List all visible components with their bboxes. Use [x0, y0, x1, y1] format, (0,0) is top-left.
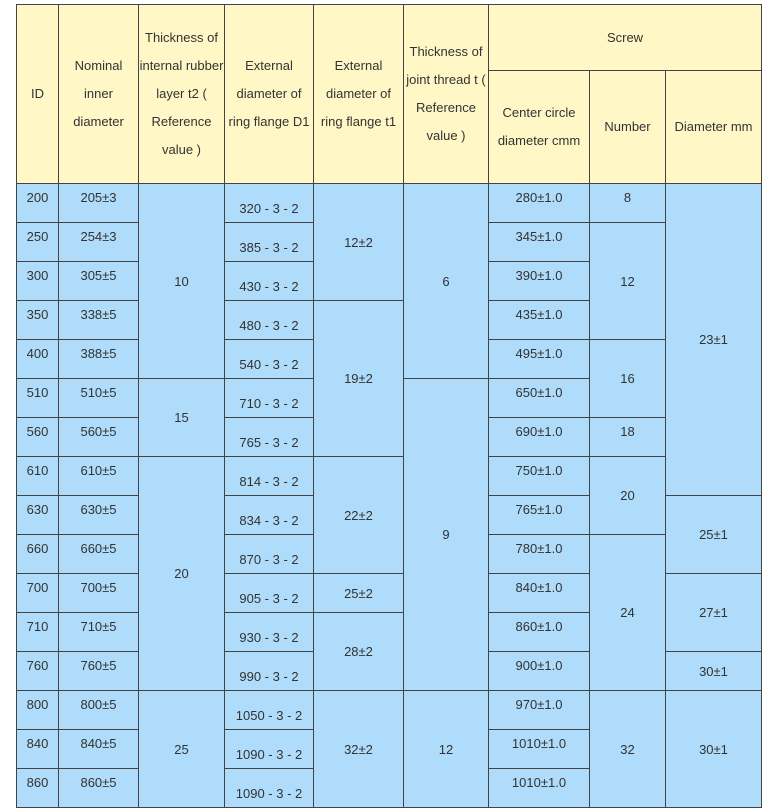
cell-t2: 15: [139, 379, 225, 457]
cell-number: 24: [590, 535, 666, 691]
header-id: ID: [17, 5, 59, 184]
header-rubber-layer-thickness: Thickness of internal rubber layer t2 ( Reference value ): [139, 5, 225, 184]
cell-center: 650±1.0: [489, 379, 590, 418]
cell-d1: 320 - 3 - 2: [225, 184, 314, 223]
cell-nominal: 305±5: [59, 262, 139, 301]
cell-id: 300: [17, 262, 59, 301]
cell-center: 750±1.0: [489, 457, 590, 496]
cell-id: 800: [17, 691, 59, 730]
cell-center: 1010±1.0: [489, 769, 590, 808]
cell-nominal: 760±5: [59, 652, 139, 691]
cell-d1: 540 - 3 - 2: [225, 340, 314, 379]
cell-d1: 385 - 3 - 2: [225, 223, 314, 262]
cell-number: 12: [590, 223, 666, 340]
cell-nominal: 560±5: [59, 418, 139, 457]
cell-t1: 25±2: [314, 574, 404, 613]
header-external-diameter-d1: External diameter of ring flange D1: [225, 5, 314, 184]
cell-center: 390±1.0: [489, 262, 590, 301]
header-screw-diameter: Diameter mm: [666, 71, 762, 184]
header-screw-number: Number: [590, 71, 666, 184]
cell-nominal: 338±5: [59, 301, 139, 340]
cell-t2: 20: [139, 457, 225, 691]
header-row: [17, 5, 762, 71]
cell-id: 560: [17, 418, 59, 457]
cell-d1: 1050 - 3 - 2: [225, 691, 314, 730]
cell-center: 345±1.0: [489, 223, 590, 262]
cell-nominal: 388±5: [59, 340, 139, 379]
cell-diameter: 30±1: [666, 691, 762, 808]
cell-d1: 834 - 3 - 2: [225, 496, 314, 535]
cell-nominal: 840±5: [59, 730, 139, 769]
cell-center: 765±1.0: [489, 496, 590, 535]
cell-diameter: 30±1: [666, 652, 762, 691]
cell-id: 250: [17, 223, 59, 262]
cell-center: 780±1.0: [489, 535, 590, 574]
cell-center: 970±1.0: [489, 691, 590, 730]
header-nominal-inner-diameter: Nominal inner diameter: [59, 5, 139, 184]
cell-id: 710: [17, 613, 59, 652]
cell-id: 350: [17, 301, 59, 340]
cell-center: 495±1.0: [489, 340, 590, 379]
table-row: [17, 457, 762, 496]
spec-table-wrapper: [16, 4, 762, 808]
cell-id: 840: [17, 730, 59, 769]
cell-center: 280±1.0: [489, 184, 590, 223]
cell-id: 630: [17, 496, 59, 535]
cell-nominal: 510±5: [59, 379, 139, 418]
cell-id: 610: [17, 457, 59, 496]
cell-t: 6: [404, 184, 489, 379]
cell-t1: 28±2: [314, 613, 404, 691]
cell-t: 9: [404, 379, 489, 691]
cell-d1: 814 - 3 - 2: [225, 457, 314, 496]
cell-nominal: 254±3: [59, 223, 139, 262]
cell-center: 860±1.0: [489, 613, 590, 652]
cell-nominal: 800±5: [59, 691, 139, 730]
cell-center: 840±1.0: [489, 574, 590, 613]
cell-id: 510: [17, 379, 59, 418]
cell-d1: 1090 - 3 - 2: [225, 769, 314, 808]
cell-d1: 930 - 3 - 2: [225, 613, 314, 652]
cell-nominal: 710±5: [59, 613, 139, 652]
cell-number: 8: [590, 184, 666, 223]
cell-number: 20: [590, 457, 666, 535]
cell-nominal: 660±5: [59, 535, 139, 574]
cell-number: 18: [590, 418, 666, 457]
header-flange-thickness-t1: External diameter of ring flange t1: [314, 5, 404, 184]
table-row: [17, 691, 762, 730]
cell-id: 760: [17, 652, 59, 691]
cell-t1: 19±2: [314, 301, 404, 457]
cell-nominal: 700±5: [59, 574, 139, 613]
cell-d1: 710 - 3 - 2: [225, 379, 314, 418]
cell-number: 16: [590, 340, 666, 418]
cell-nominal: 205±3: [59, 184, 139, 223]
cell-d1: 990 - 3 - 2: [225, 652, 314, 691]
cell-diameter: 25±1: [666, 496, 762, 574]
header-screw: Screw: [489, 5, 762, 71]
cell-id: 860: [17, 769, 59, 808]
cell-id: 660: [17, 535, 59, 574]
cell-center: 1010±1.0: [489, 730, 590, 769]
cell-d1: 905 - 3 - 2: [225, 574, 314, 613]
cell-center: 900±1.0: [489, 652, 590, 691]
cell-d1: 1090 - 3 - 2: [225, 730, 314, 769]
cell-number: 32: [590, 691, 666, 808]
cell-diameter: 23±1: [666, 184, 762, 496]
cell-diameter: 27±1: [666, 574, 762, 652]
header-center-circle-diameter: Center circle diameter cmm: [489, 71, 590, 184]
cell-center: 690±1.0: [489, 418, 590, 457]
cell-t: 12: [404, 691, 489, 808]
cell-d1: 480 - 3 - 2: [225, 301, 314, 340]
cell-d1: 430 - 3 - 2: [225, 262, 314, 301]
cell-id: 200: [17, 184, 59, 223]
flange-spec-table: [16, 4, 762, 808]
cell-t2: 25: [139, 691, 225, 808]
cell-center: 435±1.0: [489, 301, 590, 340]
cell-id: 700: [17, 574, 59, 613]
cell-d1: 870 - 3 - 2: [225, 535, 314, 574]
cell-t2: 10: [139, 184, 225, 379]
cell-nominal: 630±5: [59, 496, 139, 535]
cell-t1: 32±2: [314, 691, 404, 808]
cell-nominal: 610±5: [59, 457, 139, 496]
cell-nominal: 860±5: [59, 769, 139, 808]
header-joint-thread-thickness: Thickness of joint thread t ( Reference value ): [404, 5, 489, 184]
table-row: [17, 184, 762, 223]
cell-t1: 12±2: [314, 184, 404, 301]
cell-d1: 765 - 3 - 2: [225, 418, 314, 457]
cell-t1: 22±2: [314, 457, 404, 574]
cell-id: 400: [17, 340, 59, 379]
